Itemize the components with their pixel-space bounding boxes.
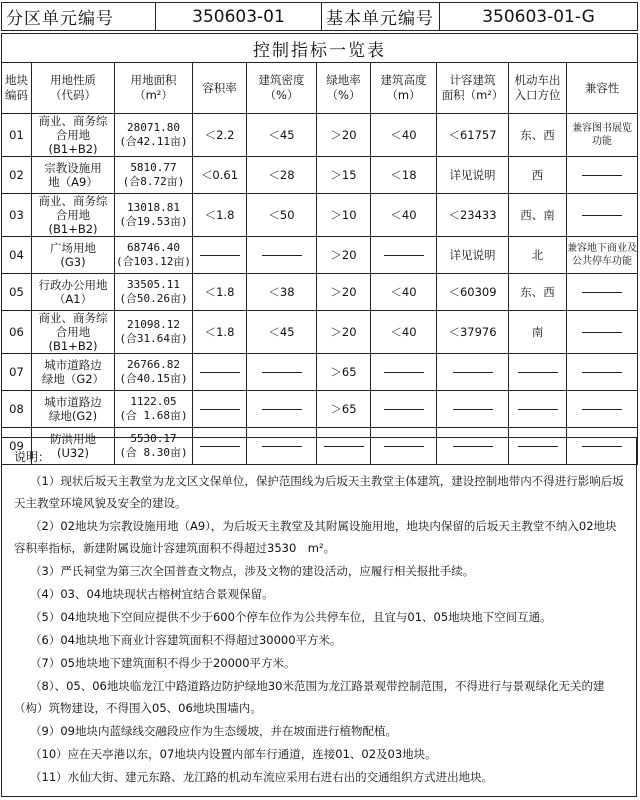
compatibility-line: 兼容地下商业及 bbox=[567, 243, 638, 254]
land-use-cell bbox=[32, 114, 115, 157]
column-header-line: （m²） bbox=[134, 88, 173, 102]
table-row bbox=[2, 237, 638, 274]
column-header bbox=[32, 63, 115, 114]
floor-area-ratio-cell: ＜0.61 bbox=[193, 157, 247, 194]
land-area-line: (合8.72亩) bbox=[122, 175, 185, 188]
parcel-code-cell: 02 bbox=[2, 157, 32, 194]
land-area-line: (合50.26亩) bbox=[119, 292, 188, 305]
empty-dash bbox=[518, 409, 558, 410]
compatibility-line: 功能 bbox=[592, 136, 613, 147]
land-use-line: 绿地（G2） bbox=[41, 372, 105, 386]
empty-dash bbox=[384, 255, 424, 256]
column-header bbox=[317, 63, 371, 114]
empty-dash bbox=[200, 255, 240, 256]
land-use-cell bbox=[32, 391, 115, 428]
counted-floor-area-cell: ＜23433 bbox=[437, 194, 509, 237]
vehicle-entry-cell: 北 bbox=[509, 237, 567, 274]
table-row bbox=[2, 391, 638, 428]
column-header-line: 建筑密度 bbox=[258, 73, 305, 87]
empty-dash bbox=[582, 409, 622, 410]
empty-dash bbox=[262, 409, 302, 410]
land-area-cell bbox=[115, 311, 193, 354]
land-use-cell bbox=[32, 354, 115, 391]
counted-floor-area-cell bbox=[437, 391, 509, 428]
floor-area-ratio-cell: ＜1.8 bbox=[193, 194, 247, 237]
counted-floor-area-cell: ＜61757 bbox=[437, 114, 509, 157]
parcel-code-cell: 07 bbox=[2, 354, 32, 391]
building-density-cell: ＜28 bbox=[247, 157, 317, 194]
land-use-line: (U32) bbox=[56, 446, 90, 460]
land-use-line: 城市道路边 bbox=[44, 395, 102, 409]
zone-code-label: 分区单元编号 bbox=[2, 3, 156, 31]
column-header bbox=[371, 63, 437, 114]
column-header bbox=[115, 63, 193, 114]
building-density-cell: ＜45 bbox=[247, 114, 317, 157]
column-header-line: 用地面积 bbox=[130, 73, 177, 87]
land-use-line: (G3) bbox=[60, 255, 86, 269]
land-use-line: 商业、商务综 bbox=[38, 194, 108, 208]
land-area-line: 21098.12 bbox=[127, 318, 180, 331]
note-item: （5）04地块地下空间应提供不少于600个停车位作为公共停车位，且宜与01、05地块地下空间互通。 bbox=[30, 610, 552, 624]
land-use-line: 商业、商务综 bbox=[38, 114, 108, 128]
empty-dash bbox=[262, 372, 302, 373]
note-item: （8）、05、06地块临龙江中路道路边防护绿地30米范围为龙江路景观带控制范围，不得进行与景观绿化无关的建（构）筑物建设，不得围入05、06地块围墙内。 bbox=[14, 679, 605, 715]
unit-code-label: 基本单元编号 bbox=[322, 3, 440, 31]
compatibility-cell bbox=[567, 311, 638, 354]
compatibility-cell bbox=[567, 114, 638, 157]
notes-title: 说明： bbox=[14, 450, 51, 464]
land-area-line: (合103.12亩) bbox=[116, 255, 191, 268]
column-header bbox=[509, 63, 567, 114]
empty-dash bbox=[453, 372, 493, 373]
land-area-line: 26766.82 bbox=[127, 358, 180, 371]
floor-area-ratio-cell: ＜1.8 bbox=[193, 274, 247, 311]
unit-code-value: 350603-01-G bbox=[440, 3, 638, 31]
land-use-line: 广场用地 bbox=[50, 241, 96, 255]
vehicle-entry-cell: 东、西 bbox=[509, 274, 567, 311]
building-density-cell bbox=[247, 237, 317, 274]
parcel-code-cell: 05 bbox=[2, 274, 32, 311]
empty-dash bbox=[200, 372, 240, 373]
land-area-line: (合 1.68亩) bbox=[119, 409, 188, 422]
empty-dash bbox=[582, 332, 622, 333]
table-row bbox=[2, 274, 638, 311]
land-use-line: 合用地(B1+B2) bbox=[48, 325, 98, 353]
land-area-cell bbox=[115, 194, 193, 237]
land-area-line: (合 8.30亩) bbox=[119, 446, 188, 459]
vehicle-entry-cell: 西、南 bbox=[509, 194, 567, 237]
green-ratio-cell: ＞65 bbox=[317, 354, 371, 391]
empty-dash bbox=[582, 215, 622, 216]
unit-header-table bbox=[1, 2, 638, 31]
empty-dash bbox=[200, 409, 240, 410]
empty-dash bbox=[384, 372, 424, 373]
building-height-cell: ＜18 bbox=[371, 157, 437, 194]
land-area-line: (合31.64亩) bbox=[119, 332, 188, 345]
land-area-cell bbox=[115, 354, 193, 391]
column-header-line: 入口方位 bbox=[514, 88, 561, 102]
land-area-cell bbox=[115, 274, 193, 311]
table-row bbox=[2, 114, 638, 157]
green-ratio-cell: ＞20 bbox=[317, 237, 371, 274]
control-indicator-table bbox=[1, 33, 638, 465]
column-header-line: 容积率 bbox=[202, 80, 237, 95]
green-ratio-cell: ＞65 bbox=[317, 391, 371, 428]
building-height-cell bbox=[371, 391, 437, 428]
column-header bbox=[437, 63, 509, 114]
land-use-line: 城市道路边 bbox=[44, 358, 102, 372]
counted-floor-area-cell: 详见说明 bbox=[437, 237, 509, 274]
land-area-cell bbox=[115, 391, 193, 428]
counted-floor-area-cell bbox=[437, 354, 509, 391]
column-header bbox=[2, 63, 32, 114]
empty-dash bbox=[582, 292, 622, 293]
column-header-line: （m） bbox=[386, 88, 421, 102]
notes-section bbox=[1, 437, 637, 797]
land-area-line: 28071.80 bbox=[127, 121, 180, 134]
note-item: （6）04地块地下商业计容建筑面积不得超过30000平方米。 bbox=[30, 633, 342, 647]
floor-area-ratio-cell: ＜2.2 bbox=[193, 114, 247, 157]
parcel-code-cell: 08 bbox=[2, 391, 32, 428]
building-height-cell bbox=[371, 237, 437, 274]
building-density-cell: ＜50 bbox=[247, 194, 317, 237]
land-use-line: （A1） bbox=[53, 292, 93, 306]
parcel-code-cell: 09 bbox=[2, 428, 32, 465]
column-header-line: 机动车出 bbox=[514, 73, 561, 87]
column-header-line: 兼容性 bbox=[584, 80, 620, 95]
land-use-cell bbox=[32, 274, 115, 311]
column-header bbox=[193, 63, 247, 114]
land-area-line: (合40.15亩) bbox=[119, 372, 188, 385]
note-item: （1）现状后坂天主教堂为龙文区文保单位，保护范围线为后坂天主教堂主体建筑，建设控制地带内不得进行影响后坂天主教堂环境风貌及安全的建设。 bbox=[14, 474, 624, 510]
land-area-cell bbox=[115, 157, 193, 194]
column-header-line: （代码） bbox=[50, 88, 96, 102]
land-area-cell bbox=[115, 237, 193, 274]
table-row bbox=[2, 311, 638, 354]
vehicle-entry-cell bbox=[509, 354, 567, 391]
building-density-cell bbox=[247, 391, 317, 428]
green-ratio-cell: ＞20 bbox=[317, 274, 371, 311]
land-area-line: 5810.77 bbox=[130, 161, 177, 174]
counted-floor-area-cell: 详见说明 bbox=[437, 157, 509, 194]
empty-dash bbox=[582, 175, 622, 176]
compatibility-cell bbox=[567, 157, 638, 194]
column-header-line: （%） bbox=[264, 88, 299, 102]
note-item: （10）应在天亭港以东，07地块内设置内部车行通道，连接01、02及03地块。 bbox=[30, 747, 437, 761]
table-row bbox=[2, 354, 638, 391]
floor-area-ratio-cell bbox=[193, 354, 247, 391]
table-row bbox=[2, 194, 638, 237]
land-area-line: 1122.05 bbox=[130, 395, 177, 408]
land-area-cell bbox=[115, 114, 193, 157]
land-use-line: 商业、商务综 bbox=[38, 311, 108, 325]
compatibility-cell bbox=[567, 274, 638, 311]
counted-floor-area-cell: ＜60309 bbox=[437, 274, 509, 311]
green-ratio-cell: ＞20 bbox=[317, 311, 371, 354]
land-area-line: 33505.11 bbox=[127, 278, 180, 291]
land-use-cell bbox=[32, 157, 115, 194]
column-header bbox=[247, 63, 317, 114]
land-use-line: 行政办公用地 bbox=[38, 278, 108, 292]
vehicle-entry-cell: 南 bbox=[509, 311, 567, 354]
building-density-cell: ＜45 bbox=[247, 311, 317, 354]
land-use-line: 绿地(G2) bbox=[48, 409, 98, 423]
note-item: （7）05地块地下建筑面积不得少于20000平方米。 bbox=[30, 656, 296, 670]
land-use-line: 宗教设施用 bbox=[44, 161, 102, 175]
land-use-cell bbox=[32, 194, 115, 237]
note-item: （4）03、04地块现状古榕树宜结合景观保留。 bbox=[30, 587, 274, 601]
table-body bbox=[2, 114, 638, 465]
building-height-cell: ＜40 bbox=[371, 311, 437, 354]
green-ratio-cell: ＞20 bbox=[317, 114, 371, 157]
column-header-line: 面积（m²） bbox=[441, 88, 504, 102]
vehicle-entry-cell bbox=[509, 391, 567, 428]
floor-area-ratio-cell: ＜1.8 bbox=[193, 311, 247, 354]
column-header-line: （%） bbox=[326, 88, 361, 102]
building-height-cell bbox=[371, 354, 437, 391]
building-density-cell bbox=[247, 354, 317, 391]
compatibility-cell bbox=[567, 391, 638, 428]
zone-code-value: 350603-01 bbox=[156, 3, 322, 31]
empty-dash bbox=[453, 409, 493, 410]
land-use-cell bbox=[32, 311, 115, 354]
note-item: （9）09地块内蓝绿线交融段应作为生态缓坡，并在坡面进行植物配植。 bbox=[30, 724, 397, 738]
land-use-line: 地（A9） bbox=[48, 175, 98, 189]
empty-dash bbox=[384, 409, 424, 410]
green-ratio-cell: ＞10 bbox=[317, 194, 371, 237]
compatibility-cell bbox=[567, 354, 638, 391]
building-height-cell: ＜40 bbox=[371, 114, 437, 157]
land-area-line: 13018.81 bbox=[127, 201, 180, 214]
column-header-line: 编码 bbox=[5, 88, 28, 102]
compatibility-line: 公共停车功能 bbox=[572, 256, 633, 267]
building-height-cell: ＜40 bbox=[371, 274, 437, 311]
table-title: 控制指标一览表 bbox=[2, 34, 638, 63]
table-row bbox=[2, 157, 638, 194]
column-header-line: 地块 bbox=[5, 73, 28, 87]
column-header-line: 绿地率 bbox=[326, 73, 361, 87]
column-header-line: 建筑高度 bbox=[380, 73, 427, 87]
column-header bbox=[567, 63, 638, 114]
land-use-line: 合用地(B1+B2) bbox=[48, 208, 98, 236]
note-item: （3）严氏祠堂为第三次全国普查文物点，涉及文物的建设活动，应履行相关报批手续。 bbox=[30, 564, 475, 578]
empty-dash bbox=[262, 255, 302, 256]
floor-area-ratio-cell bbox=[193, 237, 247, 274]
building-density-cell: ＜38 bbox=[247, 274, 317, 311]
column-header-row bbox=[2, 63, 638, 114]
note-item: （11）水仙大街、建元东路、龙江路的机动车流应采用右进右出的交通组织方式进出地块。 bbox=[30, 770, 494, 784]
compatibility-cell bbox=[567, 194, 638, 237]
land-area-line: (合42.11亩) bbox=[119, 135, 188, 148]
land-use-cell bbox=[32, 237, 115, 274]
parcel-code-cell: 03 bbox=[2, 194, 32, 237]
column-header-line: 计容建筑 bbox=[449, 73, 496, 87]
land-area-line: (合19.53亩) bbox=[119, 215, 188, 228]
floor-area-ratio-cell bbox=[193, 391, 247, 428]
note-item: （2）02地块为宗教设施用地（A9），为后坂天主教堂及其附属设施用地，地块内保留的后坂天主教堂不纳入02地块容积率指标，新建附属设施计容建筑面积不得超过3530 m²。 bbox=[14, 519, 617, 555]
vehicle-entry-cell: 西 bbox=[509, 157, 567, 194]
column-header-line: 用地性质 bbox=[50, 73, 96, 87]
building-height-cell: ＜40 bbox=[371, 194, 437, 237]
empty-dash bbox=[518, 372, 558, 373]
parcel-code-cell: 06 bbox=[2, 311, 32, 354]
vehicle-entry-cell: 东、西 bbox=[509, 114, 567, 157]
compatibility-line: 兼容图书展览 bbox=[572, 123, 633, 134]
empty-dash bbox=[582, 372, 622, 373]
land-area-line: 5530.17 bbox=[130, 432, 177, 445]
parcel-code-cell: 04 bbox=[2, 237, 32, 274]
land-use-line: 合用地(B1+B2) bbox=[48, 128, 98, 156]
compatibility-cell bbox=[567, 237, 638, 274]
counted-floor-area-cell: ＜37976 bbox=[437, 311, 509, 354]
parcel-code-cell: 01 bbox=[2, 114, 32, 157]
land-area-line: 68746.40 bbox=[127, 241, 180, 254]
land-use-line: 防洪用地 bbox=[50, 432, 96, 446]
green-ratio-cell: ＞15 bbox=[317, 157, 371, 194]
